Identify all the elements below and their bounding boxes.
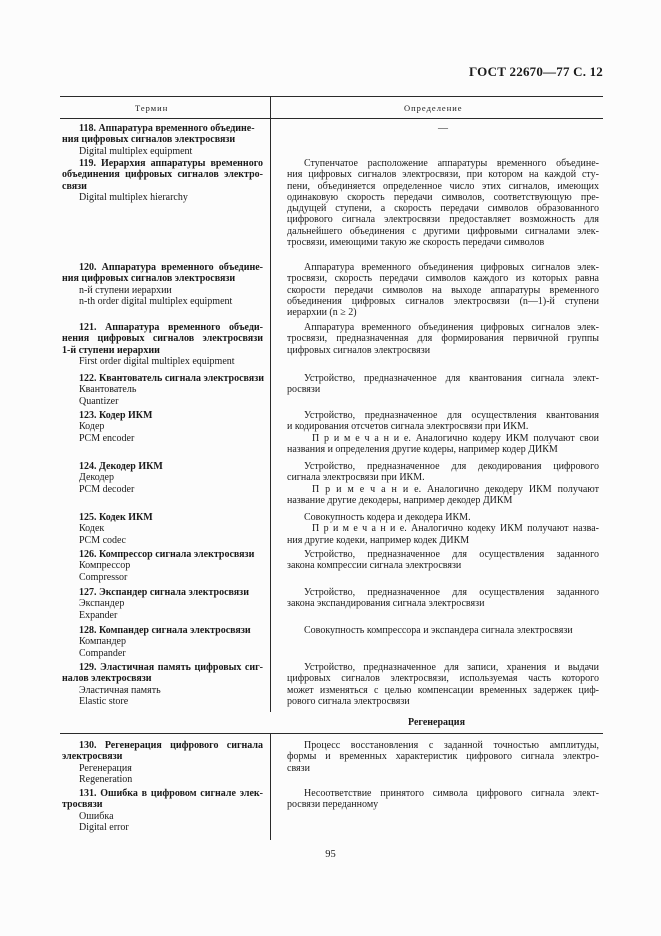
definition-128: Совокупность компрессора и экспандера сигнала электросвязи xyxy=(304,625,573,636)
term-120: 120. Аппаратура временного объедине- ния цифровых сигналов электросвязи n-й ступени иерархии n-th order digital multiplex equipment xyxy=(62,262,263,307)
term-124: 124. Декодер ИКМ Декодер PCM decoder xyxy=(79,461,163,495)
column-header-term: Термин xyxy=(135,103,169,113)
term-118: 118. Аппаратура временного объедине- ния цифровых сигналов электросвязи Digital multiplex equipment xyxy=(62,123,255,157)
section-title-regeneration: Регенерация xyxy=(408,717,465,728)
definition-123: Устройство, предназначенное для осуществления квантования и кодирования отсчетов сигнала электросвязи при ИКМ. П р и м е ч а н и е. Аналогично кодеру ИКМ получают свои названия и определения другие кодеры, например кодер ДИКМ xyxy=(287,410,599,455)
column-divider-lower xyxy=(270,733,271,840)
definition-129: Устройство, предназначенное для записи, хранения и выдачи цифровых сигналов электросвязи, используемая часть которого может изменяться с целью компенсации временных задержек циф- рового сигнала электросвязи xyxy=(287,662,599,707)
definition-124: Устройство, предназначенное для декодирования цифрового сигнала электросвязи при ИКМ. П р и м е ч а н и е. Аналогично декодеру ИКМ получают название другие декодеры, например декодер ДИКМ xyxy=(287,461,599,506)
term-130: 130. Регенерация цифрового сигнала электросвязи Регенерация Regeneration xyxy=(62,740,263,785)
page-header: ГОСТ 22670—77 С. 12 xyxy=(469,64,603,79)
page-number: 95 xyxy=(325,849,336,860)
definition-131: Несоответствие принятого символа цифрового сигнала элект- росвязи переданному xyxy=(287,788,599,811)
section-rule xyxy=(60,733,603,734)
definition-126: Устройство, предназначенное для осуществления заданного закона компрессии сигнала электросвязи xyxy=(287,549,599,572)
definition-130: Процесс восстановления с заданной точностью амплитуды, формы и временных характеристик цифрового сигнала электро- связи xyxy=(287,740,599,774)
table-header-rule xyxy=(60,118,603,119)
definition-119: Ступенчатое расположение аппаратуры временного объедине- ния цифровых сигналов электросвязи, при котором на каждой сту- пени, объединяется определенное число этих сигналов, имеющих одинаковую скорость передачи символов, соответствующую пре- дыдущей ступени, а скорость передачи символов образованного цифрового сигнала электросвязи предоставляет возможность для дальнейшего объединения с другими цифровыми сигналами элек- тросвязи, имеющими такую же скорость передачи символов xyxy=(287,158,599,249)
term-129: 129. Эластичная память цифровых сиг- налов электросвязи Эластичная память Elastic store xyxy=(62,662,263,707)
definition-127: Устройство, предназначенное для осуществления заданного закона экспандирования сигнала электросвязи xyxy=(287,587,599,610)
term-121: 121. Аппаратура временного объеди- нения цифровых сигналов электросвязи 1-й ступени иерархии First order digital multiplex equipment xyxy=(62,322,263,367)
term-127: 127. Экспандер сигнала электросвязи Экспандер Expander xyxy=(79,587,249,621)
term-123: 123. Кодер ИКМ Кодер PCM encoder xyxy=(79,410,153,444)
term-119: 119. Иерархия аппаратуры временного объединения цифровых сигналов электро- связи Digital multiplex hierarchy xyxy=(62,158,263,203)
definition-125: Совокупность кодера и декодера ИКМ. П р и м е ч а н и е. Аналогично кодеку ИКМ получают назва- ния другие кодеки, например кодек ДИКМ xyxy=(287,512,599,546)
definition-118: — xyxy=(438,123,448,134)
term-128: 128. Компандер сигнала электросвязи Компандер Compander xyxy=(79,625,251,659)
definition-121: Аппаратура временного объединения цифровых сигналов элек- тросвязи, предназначенная для формирования первичной группы цифровых сигналов электросвязи xyxy=(287,322,599,356)
term-131: 131. Ошибка в цифровом сигнале элек- тросвязи Ошибка Digital error xyxy=(62,788,263,833)
term-126: 126. Компрессор сигнала электросвязи Компрессор Compressor xyxy=(79,549,255,583)
term-125: 125. Кодек ИКМ Кодек PCM codec xyxy=(79,512,153,546)
table-top-rule xyxy=(60,96,603,97)
column-divider xyxy=(270,96,271,712)
definition-122: Устройство, предназначенное для квантования сигнала элект- росвязи xyxy=(287,373,599,396)
term-122: 122. Квантователь сигнала электросвязи Квантователь Quantizer xyxy=(79,373,264,407)
definition-120: Аппаратура временного объединения цифровых сигналов элек- тросвязи, скорость передачи символов каждого из которых равна скорости передачи символов на выходе аппаратуры временного объединения цифровых сигналов электросвязи (n—1)-й ступени иерархии (n ≥ 2) xyxy=(287,262,599,319)
column-header-definition: Определение xyxy=(404,103,463,113)
